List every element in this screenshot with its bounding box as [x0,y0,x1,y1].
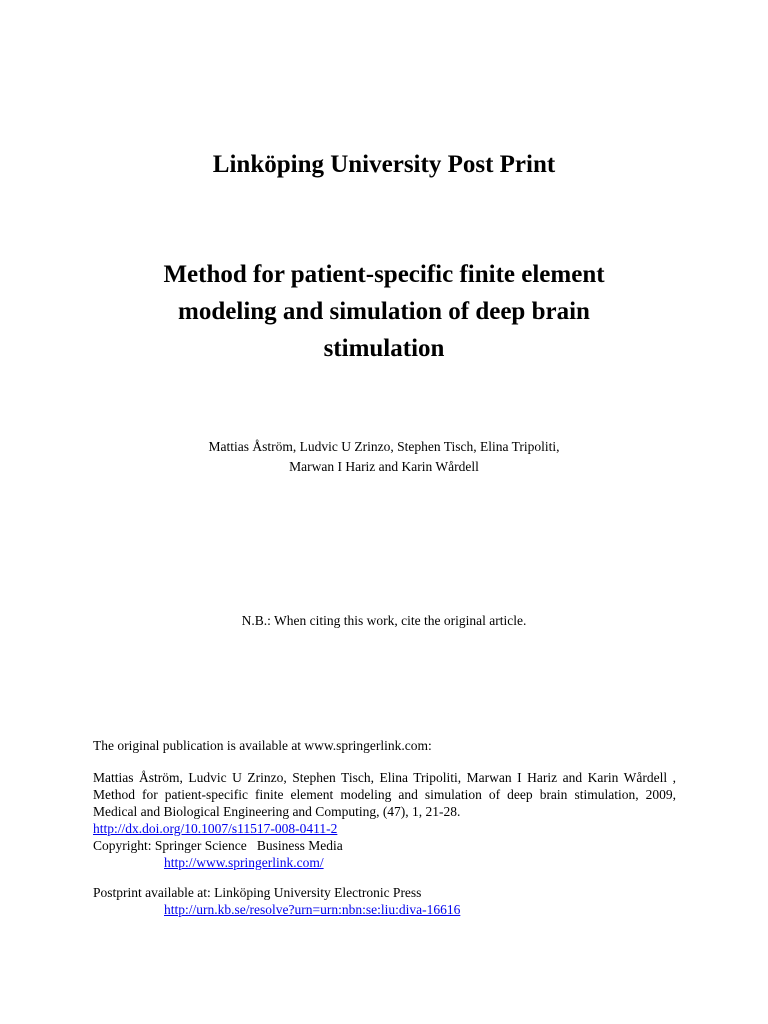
postprint-text: Postprint available at: Linköping University Electronic Press [93,885,422,900]
availability-statement: The original publication is available at www.springerlink.com: [93,738,432,753]
paper-title-line: Method for patient-specific finite element [163,261,605,288]
author-line: Marwan I Hariz and Karin Wårdell [289,459,479,474]
postprint-link[interactable]: http://urn.kb.se/resolve?urn=urn:nbn:se:liu:diva-16616 [164,902,461,917]
postprint-block [93,884,676,918]
citation-block [93,769,676,871]
publisher-link[interactable]: http://www.springerlink.com/ [164,855,324,870]
post-print-header: Linköping University Post Print [212,151,556,178]
citation-text: Mattias Åström, Ludvic U Zrinzo, Stephen Tisch, Elina Tripoliti, Marwan I Hariz and Karin Wårdell , Method for patient-specific finite element modeling and simulation of deep brain stimulation, 2009, Medical and Biological Engineering and Computing, (47), 1, 21-28. [93,770,676,819]
paper-title [118,256,650,367]
paper-title-line: modeling and simulation of deep brain [178,298,590,325]
author-list [150,437,618,477]
author-line: Mattias Åström, Ludvic U Zrinzo, Stephen Tisch, Elina Tripoliti, [208,439,560,454]
doi-link[interactable]: http://dx.doi.org/10.1007/s11517-008-0411-2 [93,821,338,836]
citation-note: N.B.: When citing this work, cite the original article. [241,613,527,628]
paper-title-line: stimulation [323,335,445,362]
copyright-line: Copyright: Springer Science Business Media [93,838,343,853]
